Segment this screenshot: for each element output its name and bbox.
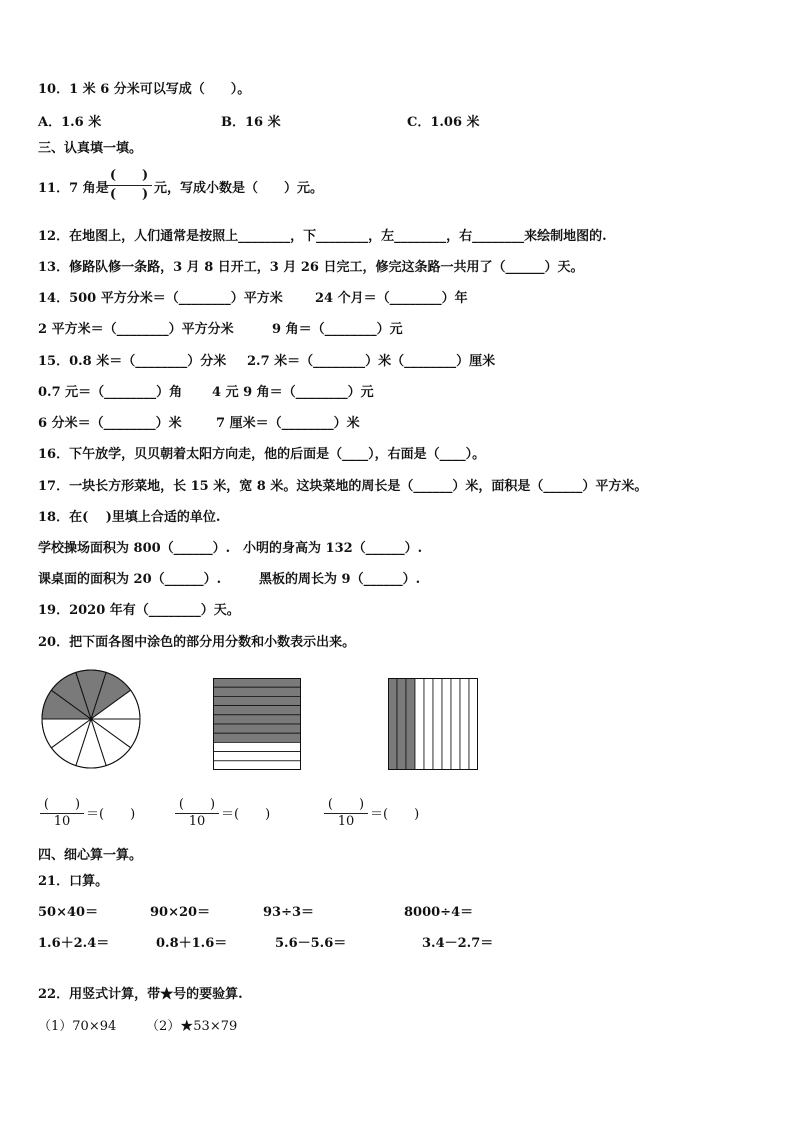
stripe-row (213, 752, 301, 761)
q11-suffix: 元，写成小数是（ ）元。 (154, 181, 324, 196)
q21-calc: 90×20＝ (150, 905, 211, 920)
column-cell (388, 678, 397, 770)
q22-item-2: （2）★53×79 (146, 1019, 238, 1034)
stripe-row (213, 761, 301, 770)
q21-calc: 1.6＋2.4＝ (38, 936, 110, 951)
q20-fraction-1-denominator: 10 (53, 814, 71, 829)
q20-fraction-3-numerator: ( ) (327, 797, 365, 812)
q22-stem: 22．用竖式计算，带★号的要验算. (38, 987, 243, 1002)
q14-row2-right: 9 角＝（________）元 (272, 322, 403, 337)
q11-fraction-numerator: ( ) (109, 168, 149, 183)
q21-calc: 0.8＋1.6＝ (156, 936, 228, 951)
stripe-row (213, 733, 301, 742)
column-cell (397, 678, 406, 770)
q21-calc: 50×40＝ (38, 905, 99, 920)
q18-row1-left: 学校操场面积为 800（______）. (38, 541, 231, 556)
q20-equals-2: ＝( ) (221, 807, 271, 822)
q21-calc: 93÷3＝ (263, 905, 315, 920)
q21-calc: 8000÷4＝ (404, 905, 474, 920)
stripe-row (213, 696, 301, 705)
column-cell (451, 678, 460, 770)
column-cell (442, 678, 451, 770)
q10-option-a: A．1.6 米 (38, 115, 102, 130)
q16-text: 16．下午放学，贝贝朝着太阳方向走，他的后面是（____），右面是（____）。 (38, 447, 486, 462)
q10-option-b: B．16 米 (221, 115, 281, 130)
columns-figure (388, 678, 478, 770)
q14-row1-right: 24 个月＝（________）年 (315, 291, 468, 306)
q18-row2-right: 黑板的周长为 9（______）. (259, 572, 421, 587)
q18-stem: 18．在( )里填上合适的单位. (38, 510, 221, 525)
q20-fraction-1-numerator: ( ) (43, 797, 81, 812)
q20-fraction-2-denominator: 10 (188, 814, 206, 829)
stripes-figure (213, 678, 301, 770)
q22-item-1: （1）70×94 (38, 1019, 117, 1034)
q20-equals-3: ＝( ) (370, 807, 420, 822)
q15-row2-right: 4 元 9 角＝（________）元 (212, 385, 374, 400)
q20-fraction-2-numerator: ( ) (178, 797, 216, 812)
q15-row3-right: 7 厘米＝（________）米 (216, 416, 360, 431)
q20-equals-1: ＝( ) (86, 807, 136, 822)
stripe-row (213, 742, 301, 751)
q10-option-c: C．1.06 米 (407, 115, 480, 130)
q20-stem: 20．把下面各图中涂色的部分用分数和小数表示出来。 (38, 635, 356, 650)
stripe-row (213, 706, 301, 715)
stripe-row (213, 715, 301, 724)
column-cell (424, 678, 433, 770)
circle-figure (40, 668, 142, 770)
q14-row1-left: 14．500 平方分米＝（________）平方米 (38, 291, 283, 306)
column-cell (433, 678, 442, 770)
column-cell (415, 678, 424, 770)
q14-row2-left: 2 平方米＝（________）平方分米 (38, 322, 234, 337)
q15-row1-right: 2.7 米＝（________）米（________）厘米 (247, 354, 496, 369)
q11-prefix: 11．7 角是 (38, 181, 109, 196)
column-cell (406, 678, 415, 770)
stripe-row (213, 678, 301, 687)
q18-row1-right: 小明的身高为 132（______）. (243, 541, 423, 556)
q11-fraction-denominator: ( ) (109, 187, 149, 202)
q20-fraction-2 (175, 797, 219, 830)
stripe-row (213, 724, 301, 733)
q12-text: 12．在地图上，人们通常是按照上________，下________，左________，右________来绘制地图的. (38, 229, 607, 244)
q15-row2-left: 0.7 元＝（________）角 (38, 385, 183, 400)
q17-text: 17．一块长方形菜地，长 15 米，宽 8 米。这块菜地的周长是（______）米，面积是（______）平方米。 (38, 479, 648, 494)
q21-calc: 3.4－2.7＝ (422, 936, 494, 951)
stripe-row (213, 687, 301, 696)
q15-row3-left: 6 分米＝（________）米 (38, 416, 182, 431)
q19-text: 19．2020 年有（________）天。 (38, 603, 240, 618)
q11-fraction (106, 167, 152, 204)
q21-stem: 21．口算。 (38, 874, 109, 889)
section-4-heading: 四、细心算一算。 (38, 848, 143, 863)
q20-fraction-1 (40, 797, 84, 830)
column-cell (469, 678, 478, 770)
q13-text: 13．修路队修一条路，3 月 8 日开工，3 月 26 日完工，修完这条路一共用了（______）天。 (38, 260, 584, 275)
q20-fraction-3-denominator: 10 (337, 814, 355, 829)
q20-fraction-3 (324, 797, 368, 830)
q18-row2-left: 课桌面的面积为 20（______）. (38, 572, 222, 587)
q15-row1-left: 15．0.8 米＝（________）分米 (38, 354, 227, 369)
section-3-heading: 三、认真填一填。 (38, 141, 143, 156)
q21-calc: 5.6－5.6＝ (275, 936, 347, 951)
column-cell (460, 678, 469, 770)
q10-stem: 10．1 米 6 分米可以写成（ ）。 (38, 82, 251, 97)
